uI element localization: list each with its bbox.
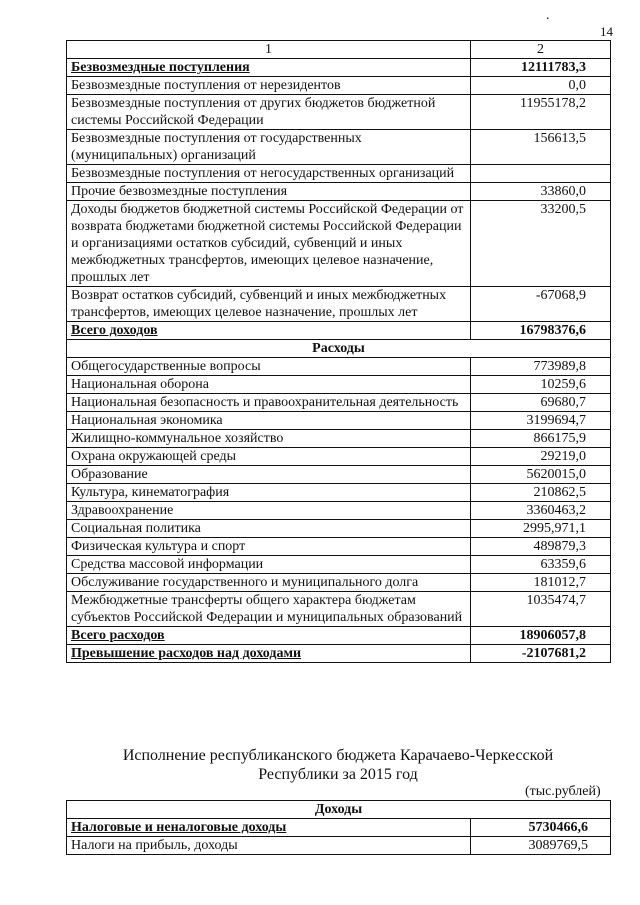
row-value: 12111783,3 xyxy=(471,59,611,77)
column-number-2: 2 xyxy=(471,41,611,59)
row-name: Обслуживание государственного и муниципального долга xyxy=(67,574,471,592)
row-name: Жилищно-коммунальное хозяйство xyxy=(67,430,471,448)
expense-row xyxy=(67,627,611,645)
row-name: Всего расходов xyxy=(67,627,471,645)
expense-row xyxy=(67,520,611,538)
income-row xyxy=(67,287,611,322)
income-row xyxy=(67,322,611,340)
column-number-row xyxy=(67,41,611,59)
row-name: Общегосударственные вопросы xyxy=(67,358,471,376)
row-value: 5730466,6 xyxy=(471,819,611,837)
row-value: -67068,9 xyxy=(471,287,611,322)
revenue-section-title-row xyxy=(67,801,611,819)
budget-table-body xyxy=(67,41,611,663)
row-name: Культура, кинематография xyxy=(67,484,471,502)
row-name: Здравоохранение xyxy=(67,502,471,520)
row-value: 16798376,6 xyxy=(471,322,611,340)
row-name: Безвозмездные поступления от нерезидентов xyxy=(67,77,471,95)
expense-row xyxy=(67,645,611,663)
row-name: Безвозмездные поступления от негосударственных организаций xyxy=(67,165,471,183)
expense-row xyxy=(67,574,611,592)
row-value: 773989,8 xyxy=(471,358,611,376)
expense-row xyxy=(67,484,611,502)
row-value: 156613,5 xyxy=(471,130,611,165)
income-row xyxy=(67,183,611,201)
row-value: 866175,9 xyxy=(471,430,611,448)
row-name: Средства массовой информации xyxy=(67,556,471,574)
expense-row xyxy=(67,394,611,412)
row-name: Безвозмездные поступления от государственных (муниципальных) организаций xyxy=(67,130,471,165)
page-number: 14 xyxy=(600,24,613,39)
row-value: 210862,5 xyxy=(471,484,611,502)
income-row xyxy=(67,201,611,287)
budget-table xyxy=(66,40,611,663)
expense-row xyxy=(67,412,611,430)
expense-row xyxy=(67,430,611,448)
row-name: Физическая культура и спорт xyxy=(67,538,471,556)
row-name: Прочие безвозмездные поступления xyxy=(67,183,471,201)
income-row xyxy=(67,77,611,95)
row-value: 1035474,7 xyxy=(471,592,611,627)
unit-label: (тыс.рублей) xyxy=(525,784,601,799)
income-row xyxy=(67,59,611,77)
row-value: 3089769,5 xyxy=(471,837,611,855)
revenue-section-title: Доходы xyxy=(67,801,611,819)
expenses-section-title: Расходы xyxy=(67,340,611,358)
revenue-row xyxy=(67,837,611,855)
row-value xyxy=(471,165,611,183)
expense-row xyxy=(67,448,611,466)
row-value: 29219,0 xyxy=(471,448,611,466)
row-value: 3199694,7 xyxy=(471,412,611,430)
row-name: Национальная безопасность и правоохранительная деятельность xyxy=(67,394,471,412)
row-value: 18906057,8 xyxy=(471,627,611,645)
revenue-table-body xyxy=(67,801,611,855)
row-value: 33860,0 xyxy=(471,183,611,201)
expense-row xyxy=(67,556,611,574)
document-title xyxy=(66,746,610,784)
row-value: -2107681,2 xyxy=(471,645,611,663)
row-name: Социальная политика xyxy=(67,520,471,538)
row-name: Охрана окружающей среды xyxy=(67,448,471,466)
row-value: 63359,6 xyxy=(471,556,611,574)
column-number-1: 1 xyxy=(67,41,471,59)
row-value: 3360463,2 xyxy=(471,502,611,520)
row-value: 69680,7 xyxy=(471,394,611,412)
row-value: 11955178,2 xyxy=(471,95,611,130)
income-row xyxy=(67,130,611,165)
page-mark: . xyxy=(546,8,550,23)
row-name: Национальная оборона xyxy=(67,376,471,394)
expense-row xyxy=(67,358,611,376)
row-name: Возврат остатков субсидий, субвенций и иных межбюджетных трансфертов, имеющих целевое назначение, прошлых лет xyxy=(67,287,471,322)
row-name: Межбюджетные трансферты общего характера бюджетам субъектов Российской Федерации и муниципальных образований xyxy=(67,592,471,627)
expense-row xyxy=(67,592,611,627)
expense-row xyxy=(67,376,611,394)
row-value: 5620015,0 xyxy=(471,466,611,484)
row-value: 10259,6 xyxy=(471,376,611,394)
row-value: 0,0 xyxy=(471,77,611,95)
row-name: Доходы бюджетов бюджетной системы Российской Федерации от возврата бюджетами бюджетной системы Российской Федерации и организациями остатков субсидий, субвенций и иных межбюджетных трансфертов, имеющих целевое назначение, прошлых лет xyxy=(67,201,471,287)
revenue-row xyxy=(67,819,611,837)
row-name: Безвозмездные поступления xyxy=(67,59,471,77)
row-value: 489879,3 xyxy=(471,538,611,556)
row-value: 181012,7 xyxy=(471,574,611,592)
expenses-section-title-row xyxy=(67,340,611,358)
expense-row xyxy=(67,538,611,556)
row-value: 2995,971,1 xyxy=(471,520,611,538)
title-line-2: Республики за 2015 год xyxy=(258,766,418,783)
row-name: Налоги на прибыль, доходы xyxy=(67,837,471,855)
income-row xyxy=(67,95,611,130)
expense-row xyxy=(67,466,611,484)
row-name: Всего доходов xyxy=(67,322,471,340)
row-name: Налоговые и неналоговые доходы xyxy=(67,819,471,837)
expense-row xyxy=(67,502,611,520)
row-name: Образование xyxy=(67,466,471,484)
revenue-table xyxy=(66,800,611,855)
row-name: Безвозмездные поступления от других бюджетов бюджетной системы Российской Федерации xyxy=(67,95,471,130)
row-value: 33200,5 xyxy=(471,201,611,287)
income-row xyxy=(67,165,611,183)
row-name: Национальная экономика xyxy=(67,412,471,430)
row-name: Превышение расходов над доходами xyxy=(67,645,471,663)
title-line-1: Исполнение республиканского бюджета Карачаево-Черкесской xyxy=(122,747,554,764)
